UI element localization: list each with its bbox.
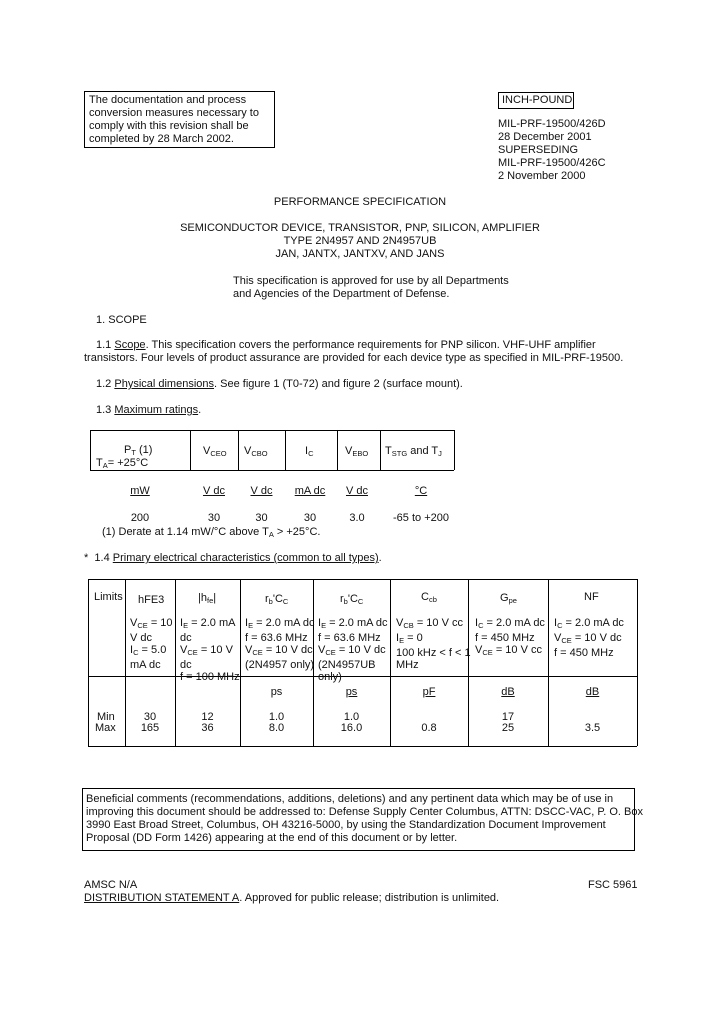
para-1-1-num: 1.1 [96,339,112,351]
elec-header-nf: NF [584,591,599,603]
pt-symbol: P [124,444,132,456]
vebo-symbol: V [345,445,353,457]
para-1-2-title: Physical dimensions [114,378,215,390]
rb2-sub-b: b [343,597,348,606]
title-line-3: JAN, JANTX, JANTXV, AND JANS [275,248,445,260]
hfe-bar-close: | [213,592,217,604]
ratings-val-vcbo: 30 [255,512,268,524]
elec-unit-nf: dB [585,686,600,698]
para-1-4-num: 1.4 [94,552,110,564]
gpe-sub: pe [508,596,517,605]
ratings-val-temp: -65 to +200 [393,512,449,524]
rb2-mid: 'C [347,593,358,605]
scope-heading: 1. SCOPE [96,314,147,326]
tstg-symbol: T [385,445,392,457]
change-star: * [84,552,89,564]
para-1-1-text: . This specification covers the performance requirements for PNP silicon. VHF-UHF amplifier [145,339,596,351]
vebo-sub: EBO [352,449,369,458]
ratings-unit-vcbo: V dc [250,485,273,497]
para-1-1 [96,339,596,351]
ta-value: = +25°C [107,457,149,469]
notice-line-3: comply with this revision shall be [89,120,249,132]
spec-type: PERFORMANCE SPECIFICATION [273,196,447,208]
fsc-label: FSC 5961 [588,879,638,891]
ratings-val-vebo: 3.0 [349,512,365,524]
ccb-symbol: C [421,591,429,603]
ratings-unit-vebo: V dc [345,485,368,497]
vcbo-sub: CBO [251,449,268,458]
hfe-sub: fe [206,596,214,605]
min-hfe: 12 [201,711,214,723]
ratings-val-ic: 30 [303,512,317,524]
elec-header-limits: Limits [94,591,123,603]
footnote-text: (1) Derate at 1.14 mW/°C above T [102,526,269,538]
doc-date: 28 December 2001 [498,131,592,143]
ratings-header-vceo [203,445,227,458]
cond-nf: $I_C = 2.0$ mA dc $V_{CE} = 10$ V dc f = 450 MHz [554,617,624,659]
hfe-bar-open: |h [198,592,207,604]
comment-line-1: Beneficial comments (recommendations, additions, deletions) and any pertinent data which may be of use in [86,793,614,805]
para-1-4-title: Primary electrical characteristics (common to all types) [112,552,379,564]
footnote-sub: A [268,530,274,539]
notice-line-1: The documentation and process [89,94,247,106]
ratings-unit-ic: mA dc [294,485,326,497]
comment-line-4: Proposal (DD Form 1426) appearing at the end of this document or by letter. [86,832,458,844]
pt-sub: T [131,448,136,457]
max-hfe: 36 [201,722,214,734]
amsc-label: AMSC N/A [84,879,138,891]
para-1-2 [96,378,463,390]
para-1-4 [84,552,382,564]
elec-header-rb2 [340,593,363,606]
vcbo-symbol: V [244,445,252,457]
distribution-text: . Approved for public release; distribution is unlimited. [239,892,500,904]
comment-line-2: improving this document should be addressed to: Defense Supply Center Columbus, ATTN: DSCC-VAC, P. O. Box [86,806,643,818]
min-hfe3: 30 [143,711,157,723]
comment-line-3: 3990 East Broad Street, Columbus, OH 43216-5000, by using the Standardization Document Improvement [86,819,606,831]
gpe-symbol: G [500,592,509,604]
max-nf: 3.5 [584,722,601,734]
rb1-sub-b: b [268,597,273,606]
cond-rb1: $I_E = 2.0$ mA dc f = 63.6 MHz $V_{CE} = 10$ V dc (2N4957 only) [245,617,315,671]
elec-unit-gpe: dB [501,686,515,698]
ratings-val-pt: 200 [130,512,150,524]
vceo-symbol: V [203,445,211,457]
notice-line-4: completed by 28 March 2002. [89,133,234,145]
max-gpe: 25 [501,722,515,734]
elec-header-hfe [198,592,216,605]
para-1-3 [96,404,201,416]
min-rb1: 1.0 [268,711,285,723]
superseding-label: SUPERSEDING [498,144,579,156]
max-rb2: 16.0 [340,722,363,734]
para-1-1-title: Scope [114,339,146,351]
ratings-header-ic [305,445,313,458]
ratings-header-vcbo [244,445,268,458]
max-ccb: 0.8 [421,722,437,734]
ratings-header-ta [96,457,148,470]
para-1-2-num: 1.2 [96,378,112,390]
elec-unit-rb2: ps [345,686,358,698]
elec-header-gpe [500,592,517,605]
ccb-sub: cb [428,595,437,604]
footnote-end: > +25°C. [273,526,321,538]
tj-and: and T [407,445,439,457]
approval-line-2: and Agencies of the Department of Defense. [233,288,450,300]
rb2-sub-c: C [357,597,364,606]
para-1-2-text: . See figure 1 (T0-72) and figure 2 (surface mount). [214,378,463,390]
cond-rb2: $I_E = 2.0$ mA dc f = 63.6 MHz $V_{CE} = 10$ V dc (2N4957UB only) [318,617,388,683]
distribution-statement [84,892,499,904]
min-rb2: 1.0 [343,711,360,723]
ta-sub: A [102,461,108,470]
para-1-1-cont: transistors. Four levels of product assurance are provided for each device type as specified in MIL-PRF-19500. [84,352,624,364]
ic-symbol: I [305,445,309,457]
ratings-unit-temp: °C [414,485,428,497]
prev-doc-date: 2 November 2000 [498,170,586,182]
ratings-footnote [102,526,320,539]
ic-sub: C [308,449,314,458]
rb2-symbol: r [340,593,344,605]
ratings-val-vceo: 30 [207,512,221,524]
cond-hfe3: $V_{CE} = 10$ V dc $I_C = 5.0$ mA dc [130,617,173,671]
elec-unit-rb1: ps [270,686,283,698]
rb1-symbol: r [265,593,269,605]
para-1-4-end: . [378,552,382,564]
para-1-3-title: Maximum ratings [114,404,199,416]
vceo-sub: CEO [210,449,227,458]
doc-number: MIL-PRF-19500/426D [498,118,606,130]
max-label: Max [95,722,116,734]
approval-line-1: This specification is approved for use by all Departments [233,275,509,287]
min-gpe: 17 [501,711,515,723]
cond-hfe: $I_E = 2.0$ mA dc $V_{CE} = 10$ V dc f = 100 MHz [180,617,240,683]
tstg-sub: STG [391,449,408,458]
ratings-unit-pt: mW [130,485,150,497]
notice-line-2: conversion measures necessary to [89,107,259,119]
max-hfe3: 165 [140,722,160,734]
elec-header-hfe3: hFE3 [138,594,165,606]
max-rb1: 8.0 [268,722,285,734]
min-label: Min [97,711,115,723]
cond-ccb: $V_{CB} = 10$ V cc $I_E = 0$ 100 kHz < f < 1 MHz [396,617,471,671]
pt-note: (1) [139,444,153,456]
ratings-header-pt [124,444,152,457]
elec-header-ccb [421,591,437,604]
elec-unit-ccb: pF [422,686,436,698]
tj-sub: J [438,449,442,458]
cond-gpe: $I_C = 2.0$ mA dc f = 450 MHz $V_{CE} = 10$ V cc [475,617,545,657]
para-1-3-num: 1.3 [96,404,112,416]
prev-doc-number: MIL-PRF-19500/426C [498,157,606,169]
rb1-sub-c: C [282,597,289,606]
ta-symbol: T [96,457,103,469]
distribution-title: DISTRIBUTION STATEMENT A [84,892,240,904]
title-line-1: SEMICONDUCTOR DEVICE, TRANSISTOR, PNP, SILICON, AMPLIFIER [180,222,540,234]
ratings-unit-vceo: V dc [202,485,225,497]
rb1-mid: 'C [272,593,283,605]
title-line-2: TYPE 2N4957 AND 2N4957UB [283,235,437,247]
para-1-3-end: . [198,404,202,416]
inch-pound-label: INCH-POUND [502,94,573,106]
ratings-header-vebo [345,445,368,458]
ratings-header-tstg [385,445,442,458]
elec-header-rb1 [265,593,288,606]
